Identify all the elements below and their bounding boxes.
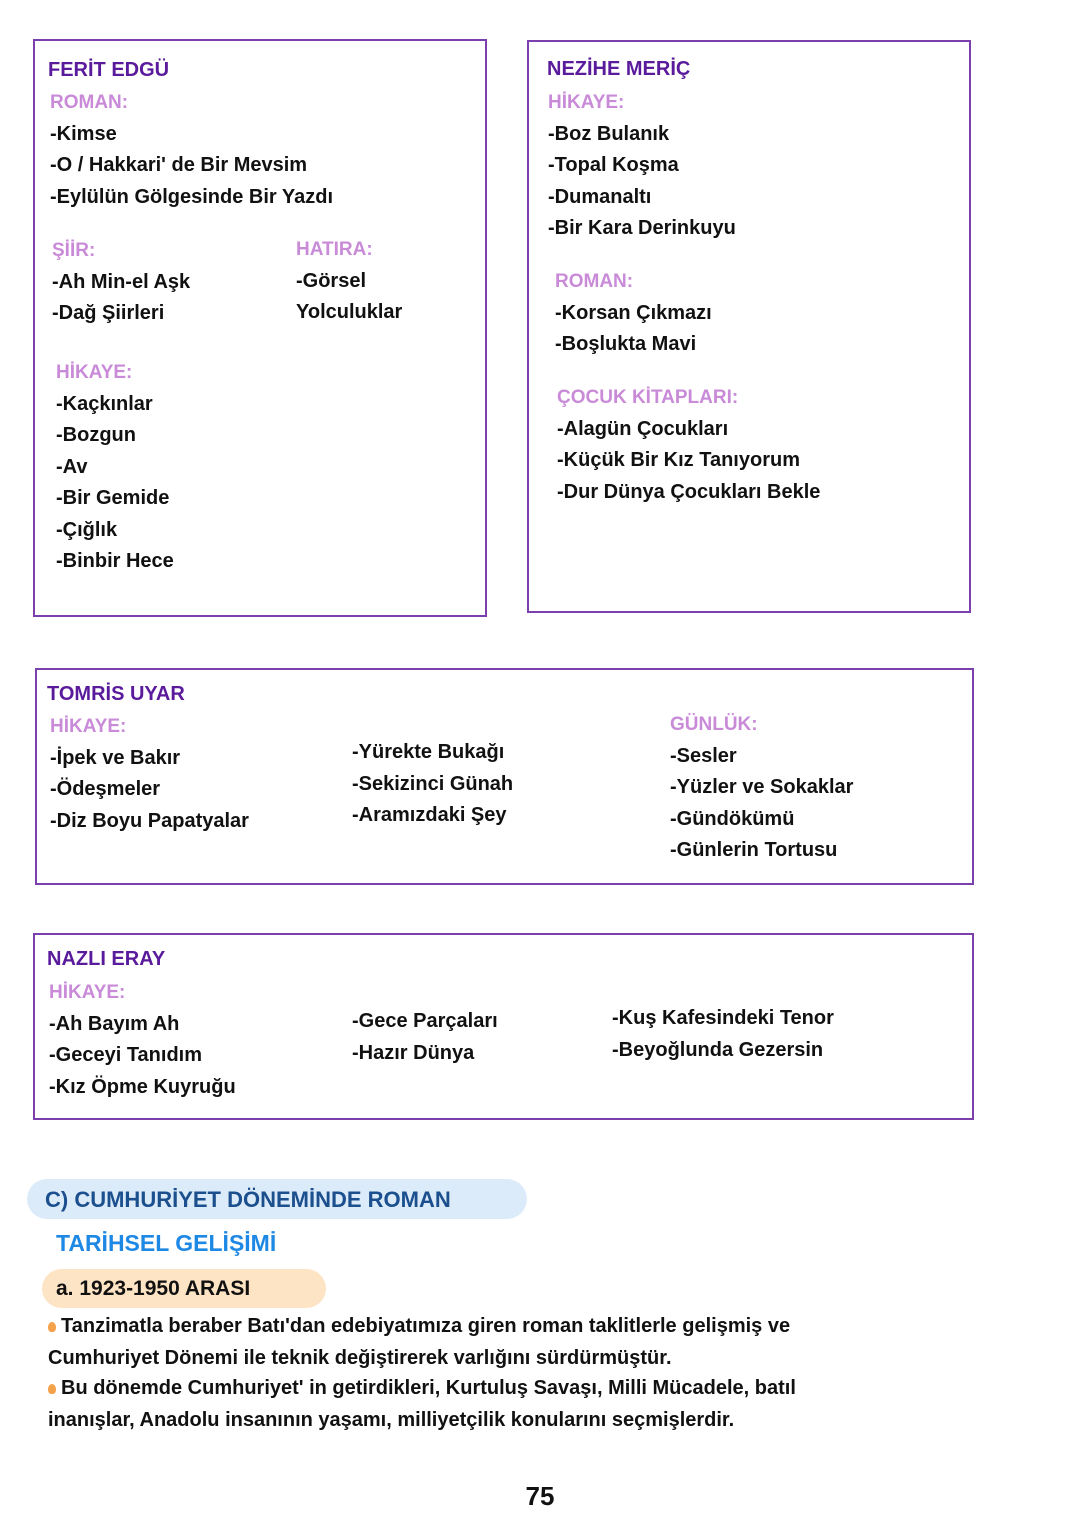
paragraph-line: Bu dönemde Cumhuriyet' in getirdikleri, Kurtuluş Savaşı, Milli Mücadele, batıl bbox=[61, 1377, 796, 1399]
paragraph bbox=[48, 1373, 796, 1436]
list-item: -Görsel bbox=[296, 269, 367, 292]
list-item: -Dur Dünya Çocukları Bekle bbox=[557, 480, 821, 503]
paragraph bbox=[48, 1311, 790, 1374]
list-item: -Ah Min-el Aşk bbox=[52, 270, 191, 293]
section-heading: C) CUMHURİYET DÖNEMİNDE ROMAN bbox=[45, 1187, 451, 1212]
list-item: -Kız Öpme Kuyruğu bbox=[49, 1075, 236, 1098]
list-item: -Kaçkınlar bbox=[56, 392, 153, 415]
section-hikaye-cont bbox=[352, 737, 513, 832]
list-item: -Bir Gemide bbox=[56, 487, 170, 509]
list-item: -Aramızdaki Şey bbox=[352, 804, 507, 826]
list-item: -Hazır Dünya bbox=[352, 1041, 475, 1064]
section-gunluk bbox=[670, 709, 853, 867]
section-heading: ROMAN: bbox=[50, 92, 129, 113]
section-heading: ÇOCUK KİTAPLARI: bbox=[557, 387, 739, 408]
list-item: -Av bbox=[56, 455, 88, 478]
section-siir bbox=[52, 235, 190, 330]
section-heading: GÜNLÜK: bbox=[670, 714, 758, 735]
paragraph-line: Tanzimatla beraber Batı'dan edebiyatımıza giren roman taklitlerle gelişmiş ve bbox=[61, 1315, 791, 1337]
list-item: -Gündökümü bbox=[670, 807, 795, 830]
list-item: -Yürekte Bukağı bbox=[352, 741, 505, 763]
list-item: -Ödeşmeler bbox=[50, 778, 161, 800]
list-item: -Boz Bulanık bbox=[548, 122, 670, 145]
list-item: -Sesler bbox=[670, 744, 737, 767]
list-item: -Topal Koşma bbox=[548, 154, 679, 176]
list-item: -Beyoğlunda Gezersin bbox=[612, 1038, 824, 1061]
list-item: -İpek ve Bakır bbox=[50, 746, 181, 769]
list-item: -Korsan Çıkmazı bbox=[555, 301, 712, 324]
author-name: FERİT EDGÜ bbox=[48, 59, 170, 81]
bullet-icon bbox=[48, 1322, 56, 1332]
section-heading-band bbox=[27, 1179, 527, 1219]
section-hikaye bbox=[548, 87, 736, 245]
list-item: Yolculuklar bbox=[296, 301, 403, 323]
list-item: -Sekizinci Günah bbox=[352, 772, 514, 795]
list-item: -Binbir Hece bbox=[56, 550, 174, 572]
list-item: -Çığlık bbox=[56, 518, 118, 541]
section-heading: HİKAYE: bbox=[548, 92, 625, 113]
list-item: -O / Hakkari' de Bir Mevsim bbox=[50, 154, 308, 176]
author-name: TOMRİS UYAR bbox=[47, 683, 185, 705]
section-heading: HATIRA: bbox=[296, 239, 373, 260]
list-item: -Dumanaltı bbox=[548, 185, 652, 208]
section-heading: HİKAYE: bbox=[56, 362, 133, 383]
section-cocuk-kitaplari bbox=[557, 382, 820, 508]
section-heading: ŞİİR: bbox=[52, 240, 96, 261]
list-item: -Bozgun bbox=[56, 424, 136, 446]
list-item: -Yüzler ve Sokaklar bbox=[670, 776, 854, 798]
section-roman bbox=[555, 266, 712, 361]
period-label: a. 1923-1950 ARASI bbox=[56, 1277, 251, 1300]
section-hikaye-cont2 bbox=[612, 1003, 834, 1066]
section-hikaye bbox=[49, 977, 236, 1103]
author-name: NEZİHE MERİÇ bbox=[547, 58, 691, 80]
list-item: -Küçük Bir Kız Tanıyorum bbox=[557, 449, 800, 471]
section-heading: ROMAN: bbox=[555, 271, 634, 292]
paragraph-line: Cumhuriyet Dönemi ile teknik değiştirerek varlığını sürdürmüştür. bbox=[48, 1346, 672, 1369]
list-item: -Bir Kara Derinkuyu bbox=[548, 217, 736, 239]
section-roman bbox=[50, 87, 333, 213]
list-item: -Kuş Kafesindeki Tenor bbox=[612, 1007, 834, 1029]
paragraph-line: inanışlar, Anadolu insanının yaşamı, milliyetçilik konularını seçmişlerdir. bbox=[48, 1408, 735, 1431]
list-item: -Günlerin Tortusu bbox=[670, 839, 838, 861]
list-item: -Alagün Çocukları bbox=[557, 417, 729, 440]
section-hikaye bbox=[56, 357, 174, 578]
list-item: -Gece Parçaları bbox=[352, 1010, 498, 1032]
section-hikaye bbox=[50, 711, 249, 837]
section-heading: HİKAYE: bbox=[50, 716, 127, 737]
author-name: NAZLI ERAY bbox=[47, 948, 166, 970]
list-item: -Geceyi Tanıdım bbox=[49, 1044, 203, 1066]
section-hikaye-cont bbox=[352, 1006, 498, 1069]
list-item: -Ah Bayım Ah bbox=[49, 1012, 180, 1035]
list-item: -Boşlukta Mavi bbox=[555, 333, 697, 355]
page-number: 75 bbox=[525, 1481, 555, 1511]
subheading: TARİHSEL GELİŞİMİ bbox=[56, 1230, 277, 1256]
list-item: -Eylülün Gölgesinde Bir Yazdı bbox=[50, 185, 334, 208]
section-hatira bbox=[296, 234, 402, 329]
list-item: -Kimse bbox=[50, 122, 117, 145]
section-heading: HİKAYE: bbox=[49, 982, 126, 1003]
list-item: -Dağ Şiirleri bbox=[52, 302, 165, 324]
period-band bbox=[42, 1269, 326, 1308]
bullet-icon bbox=[48, 1384, 56, 1394]
list-item: -Diz Boyu Papatyalar bbox=[50, 809, 249, 832]
